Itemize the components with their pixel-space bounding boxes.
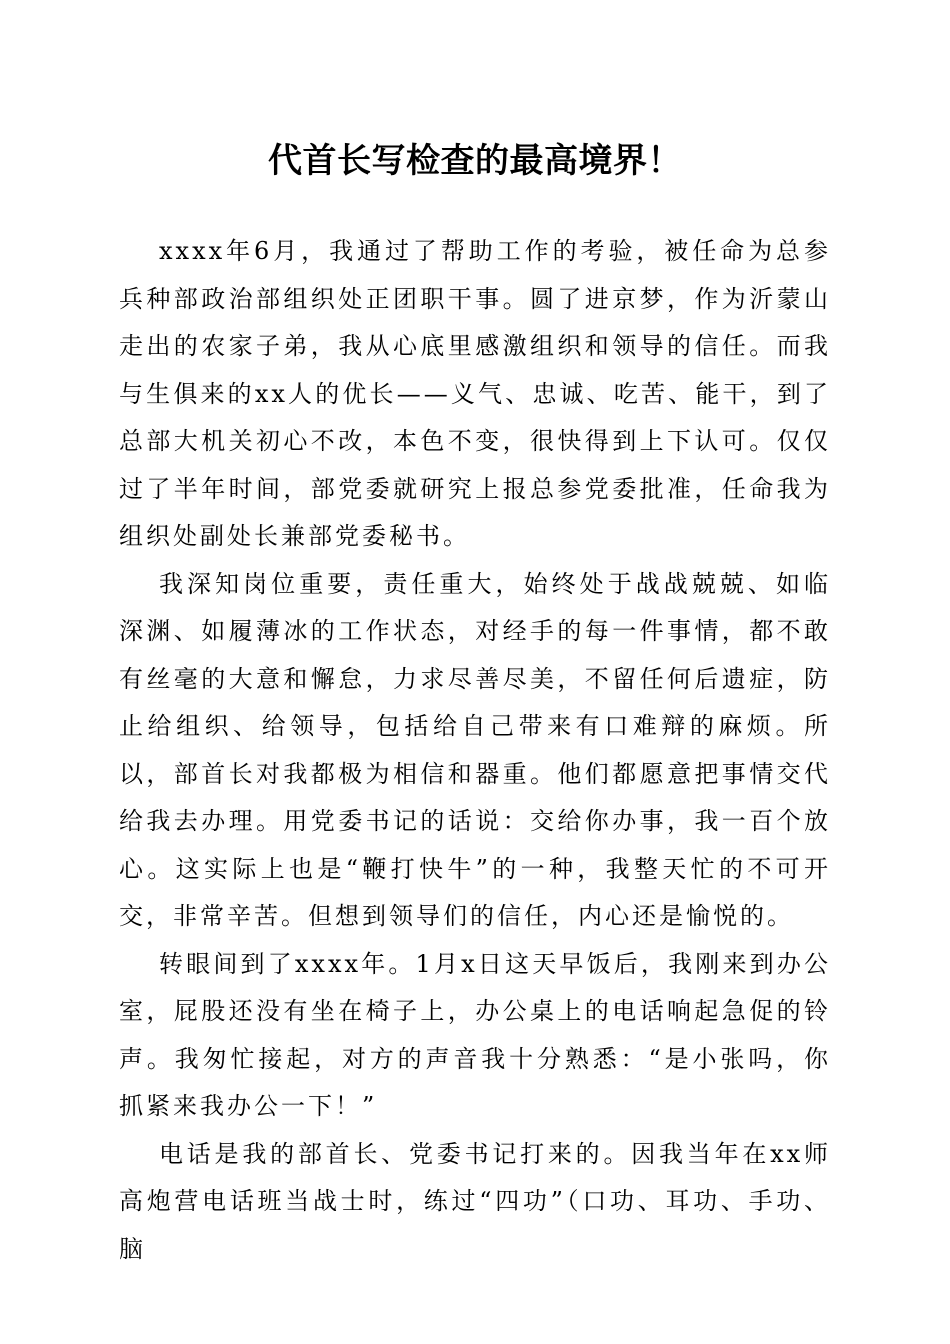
paragraph: 转眼间到了xxxx年。1月x日这天早饭后，我刚来到办公室，屁股还没有坐在椅子上，办公桌上的电话响起急促的铃声。我匆忙接起，对方的声音我十分熟悉：“是小张吗，你抓紧来我办公一下！” <box>119 949 831 1120</box>
document-title: 代首长写检查的最高境界！ <box>268 141 682 181</box>
paragraph: 电话是我的部首长、党委书记打来的。因我当年在xx师高炮营电话班当战士时，练过“四功”（口功、耳功、手功、脑 <box>119 1139 831 1263</box>
paragraph: 我深知岗位重要，责任重大，始终处于战战兢兢、如临深渊、如履薄冰的工作状态，对经手的每一件事情，都不敢有丝毫的大意和懈怠，力求尽善尽美，不留任何后遗症，防止给组织、给领导，包括给自己带来有口难辩的麻烦。所以，部首长对我都极为相信和器重。他们都愿意把事情交代给我去办理。用党委书记的话说：交给你办事，我一百个放心。这实际上也是“鞭打快牛”的一种，我整天忙的不可开交，非常辛苦。但想到领导们的信任，内心还是愉悦的。 <box>119 569 831 930</box>
paragraph: xxxx年6月，我通过了帮助工作的考验，被任命为总参兵种部政治部组织处正团职干事。圆了进京梦，作为沂蒙山走出的农家子弟，我从心底里感激组织和领导的信任。而我与生俱来的xx人的优长——义气、忠诚、吃苦、能干，到了总部大机关初心不改，本色不变，很快得到上下认可。仅仅过了半年时间，部党委就研究上报总参党委批准，任命我为组织处副处长兼部党委秘书。 <box>119 237 831 550</box>
document-body <box>119 228 831 1273</box>
